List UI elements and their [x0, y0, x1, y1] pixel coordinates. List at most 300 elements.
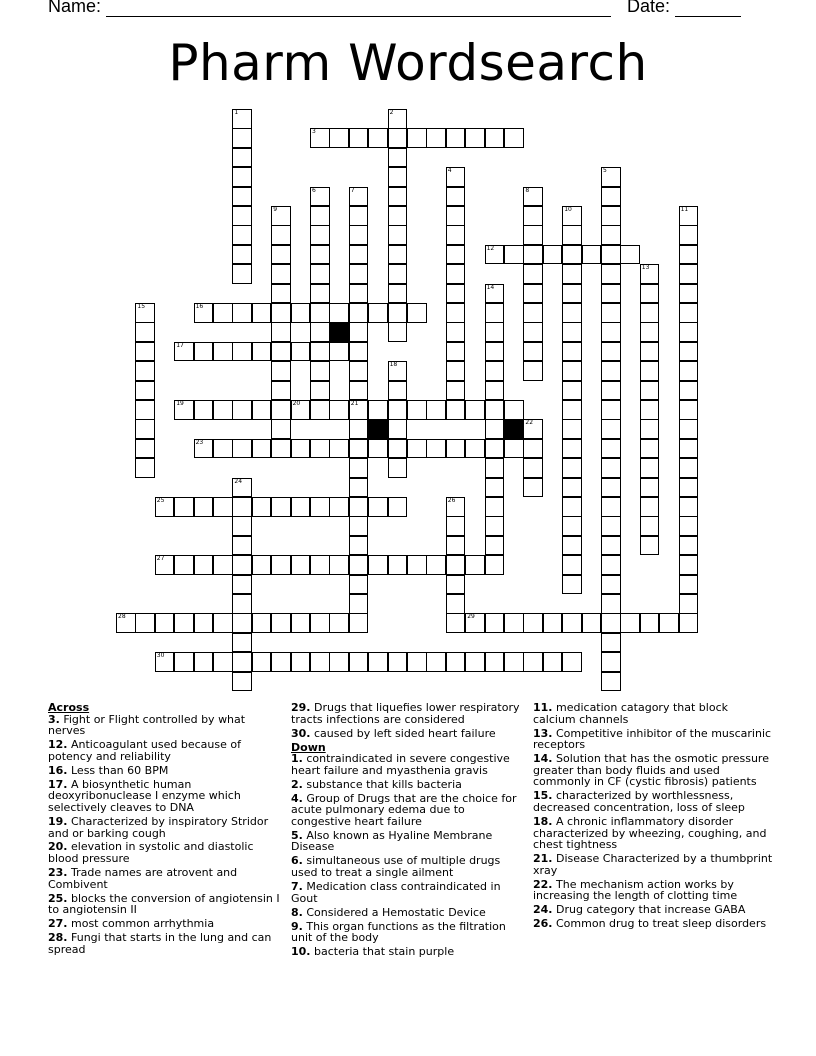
grid-cell[interactable] [562, 439, 582, 459]
grid-cell[interactable] [310, 400, 330, 420]
grid-cell[interactable] [640, 361, 660, 381]
grid-cell[interactable] [679, 284, 699, 304]
grid-cell[interactable] [562, 264, 582, 284]
grid-cell[interactable] [388, 187, 408, 207]
grid-cell[interactable] [349, 381, 369, 401]
grid-cell[interactable] [562, 400, 582, 420]
grid-cell[interactable] [562, 575, 582, 595]
grid-cell[interactable] [446, 284, 466, 304]
grid-cell[interactable] [679, 361, 699, 381]
grid-cell[interactable] [232, 497, 252, 517]
grid-cell[interactable] [523, 303, 543, 323]
grid-cell[interactable] [310, 225, 330, 245]
grid-cell[interactable] [291, 400, 311, 420]
grid-cell[interactable] [329, 303, 349, 323]
grid-cell[interactable] [601, 419, 621, 439]
grid-cell[interactable] [388, 381, 408, 401]
grid-cell[interactable] [310, 322, 330, 342]
grid-cell[interactable] [504, 652, 524, 672]
grid-cell[interactable] [679, 497, 699, 517]
grid-cell[interactable] [194, 652, 214, 672]
grid-cell[interactable] [679, 439, 699, 459]
grid-cell[interactable] [679, 342, 699, 362]
grid-cell[interactable] [407, 555, 427, 575]
grid-cell[interactable] [485, 536, 505, 556]
grid-cell[interactable] [135, 342, 155, 362]
grid-cell[interactable] [291, 342, 311, 362]
grid-cell[interactable] [485, 284, 505, 304]
grid-cell[interactable] [426, 439, 446, 459]
grid-cell[interactable] [388, 361, 408, 381]
grid-cell[interactable] [232, 264, 252, 284]
grid-cell[interactable] [485, 555, 505, 575]
grid-cell[interactable] [388, 225, 408, 245]
grid-cell[interactable] [232, 148, 252, 168]
grid-cell[interactable] [485, 419, 505, 439]
grid-cell[interactable] [232, 109, 252, 129]
grid-cell[interactable] [679, 594, 699, 614]
grid-cell[interactable] [213, 613, 233, 633]
grid-cell[interactable] [485, 342, 505, 362]
grid-cell[interactable] [310, 303, 330, 323]
grid-cell[interactable] [194, 497, 214, 517]
grid-cell[interactable] [523, 439, 543, 459]
grid-cell[interactable] [213, 400, 233, 420]
grid-cell[interactable] [582, 245, 602, 265]
grid-cell[interactable] [640, 381, 660, 401]
grid-cell[interactable] [601, 284, 621, 304]
grid-cell[interactable] [232, 613, 252, 633]
grid-cell[interactable] [271, 361, 291, 381]
grid-cell[interactable] [271, 613, 291, 633]
grid-cell[interactable] [426, 128, 446, 148]
grid-cell[interactable] [155, 555, 175, 575]
grid-cell[interactable] [562, 555, 582, 575]
grid-cell[interactable] [368, 400, 388, 420]
grid-cell[interactable] [232, 225, 252, 245]
grid-cell[interactable] [465, 652, 485, 672]
grid-cell[interactable] [271, 284, 291, 304]
grid-cell[interactable] [116, 613, 136, 633]
grid-cell[interactable] [562, 652, 582, 672]
grid-cell[interactable] [349, 284, 369, 304]
grid-cell[interactable] [194, 555, 214, 575]
grid-cell[interactable] [174, 342, 194, 362]
grid-cell[interactable] [349, 439, 369, 459]
grid-cell[interactable] [349, 322, 369, 342]
grid-cell[interactable] [271, 225, 291, 245]
grid-cell[interactable] [640, 322, 660, 342]
grid-cell[interactable] [601, 400, 621, 420]
grid-cell[interactable] [601, 516, 621, 536]
grid-cell[interactable] [679, 400, 699, 420]
grid-cell[interactable] [640, 536, 660, 556]
grid-cell[interactable] [232, 342, 252, 362]
grid-cell[interactable] [310, 497, 330, 517]
grid-cell[interactable] [485, 361, 505, 381]
grid-cell[interactable] [349, 497, 369, 517]
grid-cell[interactable] [232, 245, 252, 265]
grid-cell[interactable] [426, 555, 446, 575]
grid-cell[interactable] [562, 497, 582, 517]
grid-cell[interactable] [446, 439, 466, 459]
grid-cell[interactable] [271, 303, 291, 323]
grid-cell[interactable] [465, 555, 485, 575]
grid-cell[interactable] [446, 264, 466, 284]
grid-cell[interactable] [329, 400, 349, 420]
grid-cell[interactable] [194, 613, 214, 633]
grid-cell[interactable] [291, 555, 311, 575]
grid-cell[interactable] [232, 187, 252, 207]
grid-cell[interactable] [485, 516, 505, 536]
grid-cell[interactable] [349, 225, 369, 245]
grid-cell[interactable] [291, 652, 311, 672]
grid-cell[interactable] [368, 128, 388, 148]
grid-cell[interactable] [194, 400, 214, 420]
grid-cell[interactable] [232, 672, 252, 692]
grid-cell[interactable] [562, 322, 582, 342]
grid-cell[interactable] [601, 245, 621, 265]
grid-cell[interactable] [601, 478, 621, 498]
grid-cell[interactable] [446, 536, 466, 556]
grid-cell[interactable] [679, 303, 699, 323]
grid-cell[interactable] [601, 361, 621, 381]
grid-cell[interactable] [679, 245, 699, 265]
grid-cell[interactable] [601, 381, 621, 401]
grid-cell[interactable] [640, 419, 660, 439]
grid-cell[interactable] [562, 419, 582, 439]
grid-cell[interactable] [349, 342, 369, 362]
grid-cell[interactable] [601, 187, 621, 207]
grid-cell[interactable] [252, 439, 272, 459]
grid-cell[interactable] [446, 167, 466, 187]
grid-cell[interactable] [562, 303, 582, 323]
grid-cell[interactable] [446, 652, 466, 672]
grid-cell[interactable] [368, 555, 388, 575]
grid-cell[interactable] [174, 400, 194, 420]
grid-cell[interactable] [601, 206, 621, 226]
grid-cell[interactable] [194, 303, 214, 323]
grid-cell[interactable] [271, 206, 291, 226]
grid-cell[interactable] [485, 245, 505, 265]
grid-cell[interactable] [271, 652, 291, 672]
grid-cell[interactable] [407, 400, 427, 420]
grid-cell[interactable] [504, 128, 524, 148]
grid-cell[interactable] [465, 439, 485, 459]
grid-cell[interactable] [582, 613, 602, 633]
grid-cell[interactable] [252, 555, 272, 575]
grid-cell[interactable] [252, 400, 272, 420]
grid-cell[interactable] [562, 342, 582, 362]
grid-cell[interactable] [562, 381, 582, 401]
grid-cell[interactable] [310, 361, 330, 381]
grid-cell[interactable] [349, 303, 369, 323]
grid-cell[interactable] [485, 128, 505, 148]
grid-cell[interactable] [562, 225, 582, 245]
grid-cell[interactable] [310, 555, 330, 575]
grid-cell[interactable] [601, 303, 621, 323]
grid-cell[interactable] [562, 284, 582, 304]
grid-cell[interactable] [679, 575, 699, 595]
grid-cell[interactable] [601, 575, 621, 595]
grid-cell[interactable] [679, 206, 699, 226]
grid-cell[interactable] [601, 536, 621, 556]
grid-cell[interactable] [329, 128, 349, 148]
grid-cell[interactable] [349, 400, 369, 420]
grid-cell[interactable] [601, 167, 621, 187]
grid-cell[interactable] [135, 458, 155, 478]
grid-cell[interactable] [485, 322, 505, 342]
grid-cell[interactable] [562, 516, 582, 536]
grid-cell[interactable] [388, 322, 408, 342]
grid-cell[interactable] [135, 381, 155, 401]
grid-cell[interactable] [446, 516, 466, 536]
grid-cell[interactable] [523, 458, 543, 478]
grid-cell[interactable] [174, 613, 194, 633]
grid-cell[interactable] [349, 516, 369, 536]
grid-cell[interactable] [446, 303, 466, 323]
grid-cell[interactable] [485, 652, 505, 672]
grid-cell[interactable] [349, 536, 369, 556]
grid-cell[interactable] [213, 497, 233, 517]
grid-cell[interactable] [252, 497, 272, 517]
grid-cell[interactable] [271, 322, 291, 342]
grid-cell[interactable] [232, 633, 252, 653]
grid-cell[interactable] [388, 245, 408, 265]
grid-cell[interactable] [349, 187, 369, 207]
grid-cell[interactable] [446, 381, 466, 401]
grid-cell[interactable] [640, 497, 660, 517]
grid-cell[interactable] [329, 652, 349, 672]
grid-cell[interactable] [135, 439, 155, 459]
grid-cell[interactable] [485, 381, 505, 401]
grid-cell[interactable] [388, 264, 408, 284]
grid-cell[interactable] [523, 206, 543, 226]
grid-cell[interactable] [485, 497, 505, 517]
grid-cell[interactable] [310, 128, 330, 148]
grid-cell[interactable] [601, 225, 621, 245]
grid-cell[interactable] [485, 458, 505, 478]
grid-cell[interactable] [446, 245, 466, 265]
grid-cell[interactable] [291, 439, 311, 459]
grid-cell[interactable] [135, 400, 155, 420]
grid-cell[interactable] [232, 206, 252, 226]
grid-cell[interactable] [601, 672, 621, 692]
grid-cell[interactable] [640, 284, 660, 304]
grid-cell[interactable] [213, 342, 233, 362]
grid-cell[interactable] [271, 381, 291, 401]
grid-cell[interactable] [620, 613, 640, 633]
grid-cell[interactable] [388, 303, 408, 323]
grid-cell[interactable] [446, 342, 466, 362]
grid-cell[interactable] [368, 652, 388, 672]
grid-cell[interactable] [232, 536, 252, 556]
grid-cell[interactable] [659, 613, 679, 633]
grid-cell[interactable] [446, 594, 466, 614]
grid-cell[interactable] [232, 516, 252, 536]
grid-cell[interactable] [523, 419, 543, 439]
grid-cell[interactable] [523, 225, 543, 245]
grid-cell[interactable] [310, 264, 330, 284]
grid-cell[interactable] [349, 206, 369, 226]
grid-cell[interactable] [349, 458, 369, 478]
grid-cell[interactable] [155, 652, 175, 672]
grid-cell[interactable] [232, 400, 252, 420]
grid-cell[interactable] [388, 419, 408, 439]
grid-cell[interactable] [485, 303, 505, 323]
grid-cell[interactable] [543, 652, 563, 672]
grid-cell[interactable] [465, 400, 485, 420]
grid-cell[interactable] [523, 187, 543, 207]
grid-cell[interactable] [213, 652, 233, 672]
grid-cell[interactable] [426, 652, 446, 672]
grid-cell[interactable] [523, 361, 543, 381]
grid-cell[interactable] [232, 439, 252, 459]
grid-cell[interactable] [388, 206, 408, 226]
grid-cell[interactable] [640, 303, 660, 323]
grid-cell[interactable] [388, 555, 408, 575]
grid-cell[interactable] [640, 439, 660, 459]
grid-cell[interactable] [349, 594, 369, 614]
grid-cell[interactable] [562, 245, 582, 265]
grid-cell[interactable] [232, 594, 252, 614]
grid-cell[interactable] [310, 439, 330, 459]
grid-cell[interactable] [446, 225, 466, 245]
grid-cell[interactable] [679, 478, 699, 498]
grid-cell[interactable] [310, 381, 330, 401]
grid-cell[interactable] [601, 594, 621, 614]
grid-cell[interactable] [135, 322, 155, 342]
grid-cell[interactable] [543, 613, 563, 633]
grid-cell[interactable] [679, 322, 699, 342]
grid-cell[interactable] [679, 516, 699, 536]
grid-cell[interactable] [601, 497, 621, 517]
grid-cell[interactable] [310, 187, 330, 207]
grid-cell[interactable] [271, 419, 291, 439]
grid-cell[interactable] [174, 497, 194, 517]
grid-cell[interactable] [562, 478, 582, 498]
grid-cell[interactable] [465, 613, 485, 633]
grid-cell[interactable] [155, 497, 175, 517]
grid-cell[interactable] [679, 264, 699, 284]
grid-cell[interactable] [446, 187, 466, 207]
grid-cell[interactable] [349, 264, 369, 284]
grid-cell[interactable] [194, 439, 214, 459]
grid-cell[interactable] [640, 264, 660, 284]
grid-cell[interactable] [232, 555, 252, 575]
grid-cell[interactable] [679, 613, 699, 633]
grid-cell[interactable] [523, 245, 543, 265]
grid-cell[interactable] [135, 419, 155, 439]
grid-cell[interactable] [523, 652, 543, 672]
grid-cell[interactable] [679, 381, 699, 401]
grid-cell[interactable] [252, 342, 272, 362]
grid-cell[interactable] [349, 245, 369, 265]
grid-cell[interactable] [523, 342, 543, 362]
grid-cell[interactable] [523, 613, 543, 633]
grid-cell[interactable] [388, 148, 408, 168]
grid-cell[interactable] [640, 516, 660, 536]
grid-cell[interactable] [679, 419, 699, 439]
grid-cell[interactable] [446, 322, 466, 342]
grid-cell[interactable] [349, 555, 369, 575]
grid-cell[interactable] [135, 361, 155, 381]
grid-cell[interactable] [349, 361, 369, 381]
grid-cell[interactable] [232, 128, 252, 148]
grid-cell[interactable] [388, 109, 408, 129]
grid-cell[interactable] [388, 652, 408, 672]
grid-cell[interactable] [291, 613, 311, 633]
grid-cell[interactable] [291, 497, 311, 517]
grid-cell[interactable] [349, 652, 369, 672]
grid-cell[interactable] [310, 613, 330, 633]
grid-cell[interactable] [523, 322, 543, 342]
grid-cell[interactable] [135, 613, 155, 633]
grid-cell[interactable] [504, 400, 524, 420]
grid-cell[interactable] [523, 284, 543, 304]
grid-cell[interactable] [271, 400, 291, 420]
grid-cell[interactable] [620, 245, 640, 265]
grid-cell[interactable] [135, 303, 155, 323]
grid-cell[interactable] [232, 478, 252, 498]
grid-cell[interactable] [194, 342, 214, 362]
grid-cell[interactable] [329, 439, 349, 459]
grid-cell[interactable] [329, 497, 349, 517]
grid-cell[interactable] [485, 400, 505, 420]
grid-cell[interactable] [679, 555, 699, 575]
grid-cell[interactable] [388, 128, 408, 148]
grid-cell[interactable] [407, 652, 427, 672]
grid-cell[interactable] [446, 497, 466, 517]
grid-cell[interactable] [368, 303, 388, 323]
grid-cell[interactable] [388, 439, 408, 459]
grid-cell[interactable] [388, 458, 408, 478]
grid-cell[interactable] [504, 439, 524, 459]
grid-cell[interactable] [388, 497, 408, 517]
grid-cell[interactable] [562, 206, 582, 226]
grid-cell[interactable] [485, 478, 505, 498]
grid-cell[interactable] [446, 206, 466, 226]
grid-cell[interactable] [426, 400, 446, 420]
grid-cell[interactable] [601, 613, 621, 633]
grid-cell[interactable] [349, 128, 369, 148]
grid-cell[interactable] [446, 613, 466, 633]
grid-cell[interactable] [271, 245, 291, 265]
grid-cell[interactable] [485, 613, 505, 633]
grid-cell[interactable] [601, 458, 621, 478]
grid-cell[interactable] [504, 245, 524, 265]
grid-cell[interactable] [310, 284, 330, 304]
grid-cell[interactable] [329, 555, 349, 575]
grid-cell[interactable] [601, 652, 621, 672]
grid-cell[interactable] [407, 303, 427, 323]
grid-cell[interactable] [252, 652, 272, 672]
grid-cell[interactable] [213, 439, 233, 459]
grid-cell[interactable] [601, 633, 621, 653]
grid-cell[interactable] [232, 167, 252, 187]
grid-cell[interactable] [310, 206, 330, 226]
grid-cell[interactable] [407, 439, 427, 459]
grid-cell[interactable] [640, 478, 660, 498]
grid-cell[interactable] [446, 400, 466, 420]
grid-cell[interactable] [562, 361, 582, 381]
grid-cell[interactable] [155, 613, 175, 633]
grid-cell[interactable] [679, 458, 699, 478]
grid-cell[interactable] [523, 264, 543, 284]
grid-cell[interactable] [485, 439, 505, 459]
grid-cell[interactable] [329, 342, 349, 362]
grid-cell[interactable] [349, 478, 369, 498]
